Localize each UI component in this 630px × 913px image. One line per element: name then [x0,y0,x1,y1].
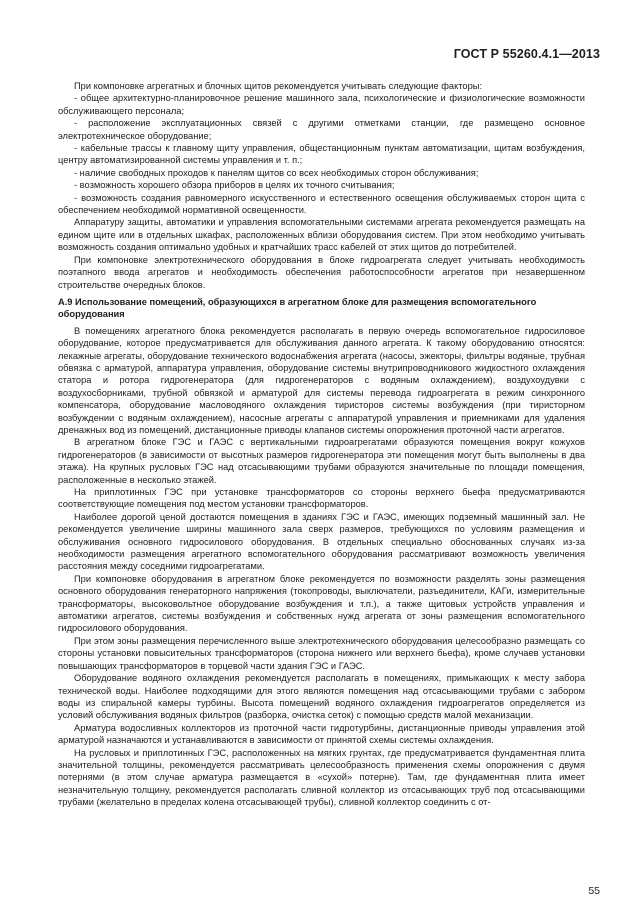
paragraph-group-factors [58,80,585,291]
paragraph: На приплотинных ГЭС при установке трансформаторов со стороны верхнего бьефа предусматриваются соответствующие помещения под местом установки трансформаторов. [58,487,585,510]
paragraph-group-section [58,325,585,809]
paragraph: Аппаратуру защиты, автоматики и управления вспомогательными системами агрегата рекомендуется размещать на едином щите или в отдельных шкафах, расположенных вблизи оборудования систем. При этом необходимо учитывать возможность создания оптимально удобных и кратчайших трасс кабелей от этих щитов до потребителей. [58,217,585,253]
list-item: - наличие свободных проходов к панелям щитов со всех необходимых сторон обслуживания; [74,167,479,178]
paragraph: В агрегатном блоке ГЭС и ГАЭС с вертикальными гидроагрегатами образуются помещения вокруг кожухов гидрогенераторов (в зависимости от высотных размеров гидрогенератора эти помещения могут быть выполнены в два этажа). На крупных русловых ГЭС над отсасывающими трубами образуются значительные по площади помещения, расположенные в несколько этажей. [58,437,585,485]
standard-code: ГОСТ Р 55260.4.1—2013 [453,47,600,61]
paragraph: При компоновке оборудования в агрегатном блоке рекомендуется по возможности разделять зоны размещения основного оборудования генераторного напряжения (токопроводы, выключатели, разъединители, КАГи, измерительные трансформаторы, высоковольтное оборудование возбуждения и т.п.), а также щитовых устройств управления и автоматики агрегатов, системы возбуждения и собственных нужд агрегата от зоны размещения вспомогательного гидросилового оборудования. [58,573,585,634]
list-item: - общее архитектурно-планировочное решение машинного зала, психологические и физиологические возможности обслуживающего персонала; [58,93,585,116]
paragraph: В помещениях агрегатного блока рекомендуется располагать в первую очередь вспомогательное гидросиловое оборудование, которое предусматривается для обслуживания данного агрегата. К такому оборудованию относятся: лекажные агрегаты, оборудование технического водоснабжения агрегата (насосы, эжекторы, фильтры водяные, трубная обвязка с арматурой, аппаратура управления, оборудование системы внутрипроводникового жидкостного охлаждения статора и ротора гидрогенератора (для гидрогенераторов с водяным охлаждением), воздухоудувки с воздухосборниками, трубной обвязкой и арматурой для системы перевода гидроагрегата в режим синхронного компенсатора, оборудование масловодяного охлаждения тиристоров системы возбуждения (при тиристорном возбуждении с водяным охлаждением), насосные агрегаты с аппаратурой управления и приемниками для удаления дренажных вод из помещений, дистанционные приводы клапанов системы опорожнения проточной части агрегатов. [58,325,585,435]
paragraph: При этом зоны размещения перечисленного выше электротехнического оборудования целесообразно размещать со стороны установки повысительных трансформаторов (сторона нижнего или верхнего бьефа), кроме случаев установки повышающих трансформаторов в торцевой части здания ГЭС и ГАЭС. [58,635,585,671]
list-item: - кабельные трассы к главному щиту управления, общестанционным пунктам автоматизации, щитам возбуждения, центру автоматизированной системы управления и т. п.; [58,143,585,166]
paragraph: При компоновке электротехнического оборудования в блоке гидроагрегата следует учитывать необходимость поэтапного ввода агрегатов и необходимость обеспечения работоспособности агрегатов при незавершенном строительстве очередных блоков. [58,254,585,290]
page-number: 55 [588,885,600,897]
list-item: - расположение эксплуатационных связей с другими отметками станции, где размещено основное электротехническое оборудование; [58,118,585,141]
document-body [58,80,585,809]
paragraph: Наиболее дорогой ценой достаются помещения в зданиях ГЭС и ГАЭС, имеющих подземный машинный зал. Не рекомендуется увеличение ширины машинного зала сверх размеров, требующихся по условиям размещения и обслуживания основного гидросилового оборудования. В отдельных специально обоснованных случаях из-за необходимости размещения агрегатного вспомогательного оборудования рассматривают возможность увеличения расстояния между соседними гидроагрегатами. [58,511,585,572]
paragraph: При компоновке агрегатных и блочных щитов рекомендуется учитывать следующие факторы: [74,81,483,91]
paragraph: Арматура водосливных коллекторов из проточной части гидротурбины, дистанционные приводы управления этой арматурой назначаются и устанавливаются в зависимости от принятой схемы системы охлаждения. [58,722,585,746]
paragraph: Оборудование водяного охлаждения рекомендуется располагать в помещениях, примыкающих к месту забора технической воды. Наиболее подходящими для этого являются помещения над отсасывающими трубами с забором воды из спиральной камеры турбины. Высота помещений водяного охлаждения гидроагрегатов определяется из условий обслуживания водяных фильтров (разборка, очистка сеток) с помощью средств малой механизации. [58,673,585,721]
section-heading: А.9 Использование помещений, образующихся в агрегатном блоке для размещения вспомогательного оборудования [58,296,537,320]
paragraph: На русловых и приплотинных ГЭС, расположенных на мягких грунтах, где предусматривается фундаментная плита значительной толщины, рекомендуется рассматривать целесообразность применения схемы опорожнения с двумя потернями (в этом случае арматура размещается в «сухой» потерне). Там, где фундаментная плита имеет незначительную толщину, рекомендуется располагать сливной коллектор из отсасывающих труб под отсасывающими трубами (желательно в пределах колена отсасывающей трубы), сливной коллектор соединить с от- [58,747,585,808]
list-item: - возможность создания равномерного искусственного и естественного освещения обслуживаемых сторон щита с обеспечением необходимой нормативной освещенности. [58,192,585,216]
list-item: - возможность хорошего обзора приборов в целях их точного считывания; [74,180,395,191]
